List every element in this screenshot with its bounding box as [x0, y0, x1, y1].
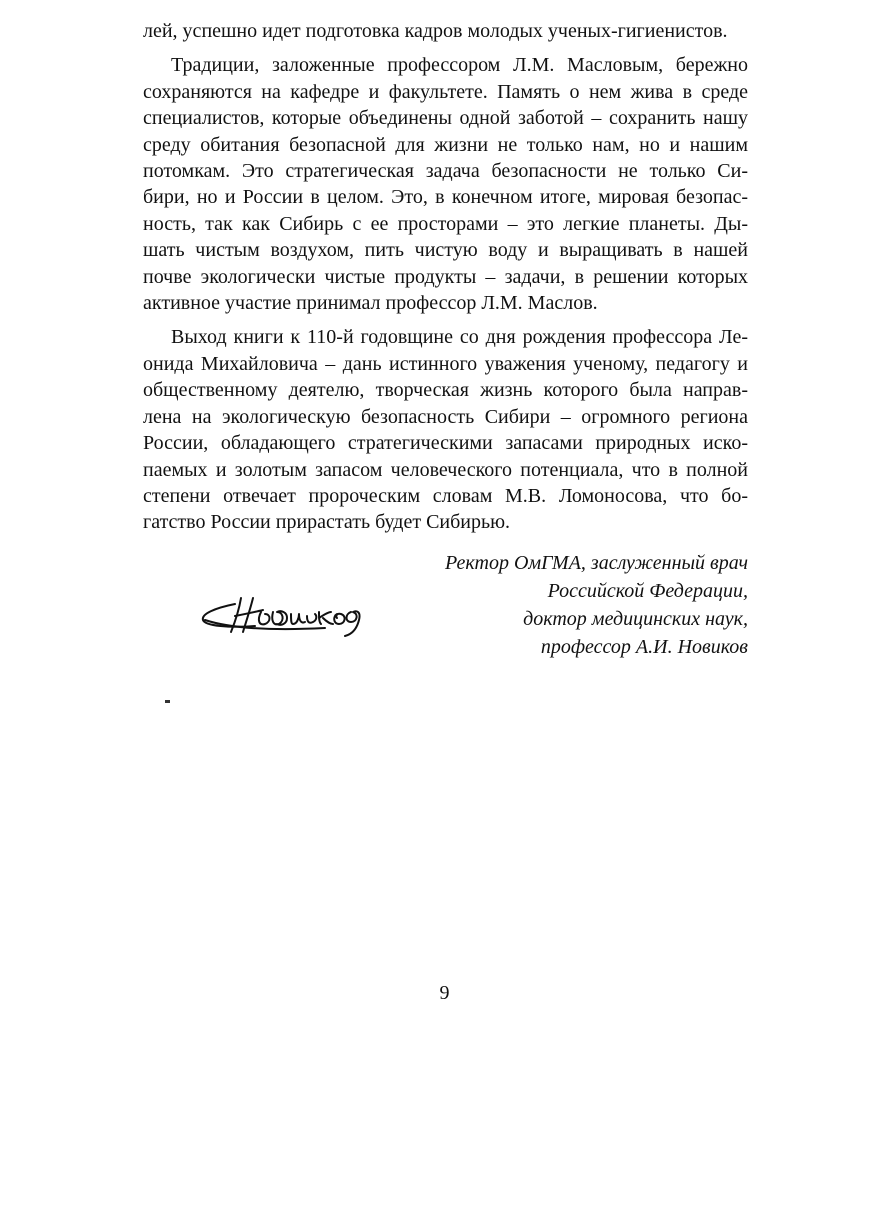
text-line: Традиции, заложенные профессором Л.М. Масловым, бережно [171, 54, 748, 77]
paragraph-gap [143, 44, 748, 52]
text-line: сохраняются на кафедре и факультете. Память о нем жива в среде [143, 80, 748, 103]
text-line: специалистов, которые объединены одной заботой – сохранить нашу [143, 107, 748, 130]
text-line: шать чистым воздухом, пить чистую воду и выращивать в нашей [143, 239, 748, 262]
text-line: общественному деятелю, творческая жизнь которого была направ- [143, 379, 748, 402]
signature-line: доктор медицинских наук, [523, 608, 748, 630]
text-line: Выход книги к 110-й годовщине со дня рождения профессора Ле- [171, 326, 748, 349]
signature-line: Российской Федерации, [547, 580, 748, 602]
text-line: активное участие принимал профессор Л.М. Маслов. [143, 292, 598, 315]
page-number: 9 [439, 982, 450, 1004]
signature-line: Ректор ОмГМА, заслуженный врач [445, 552, 748, 574]
text-line: ность, так как Сибирь с ее просторами – это легкие планеты. Ды- [143, 212, 748, 235]
text-line: лей, успешно идет подготовка кадров молодых ученых-гигиенистов. [143, 20, 728, 42]
handwritten-signature [195, 590, 400, 640]
text-line: гатство России прирастать будет Сибирью. [143, 511, 511, 534]
signature-line: профессор А.И. Новиков [540, 636, 748, 658]
text-line: лена на экологическую безопасность Сибири – огромного региона [143, 405, 748, 428]
text-line: потомкам. Это стратегическая задача безопасности не только Си- [143, 160, 748, 183]
text-line: России, обладающего стратегическими запасами природных иско- [143, 432, 748, 455]
body-text [143, 18, 748, 536]
text-line: почве экологически чистые продукты – задачи, в решении которых [143, 265, 748, 288]
paragraph-gap [143, 316, 748, 324]
text-line: среду обитания безопасной для жизни не только нам, но и нашим [143, 133, 748, 156]
scan-artifact [165, 700, 170, 703]
text-line: онида Михайловича – дань истинного уважения ученому, педагогу и [143, 352, 748, 375]
text-line: бири, но и России в целом. Это, в конечном итоге, мировая безопас- [143, 186, 748, 209]
signature-block [445, 549, 748, 661]
text-line: степени отвечает пророческим словам М.В. Ломоносова, что бо- [143, 484, 748, 507]
text-line: паемых и золотым запасом человеческого потенциала, что в полной [143, 458, 748, 481]
